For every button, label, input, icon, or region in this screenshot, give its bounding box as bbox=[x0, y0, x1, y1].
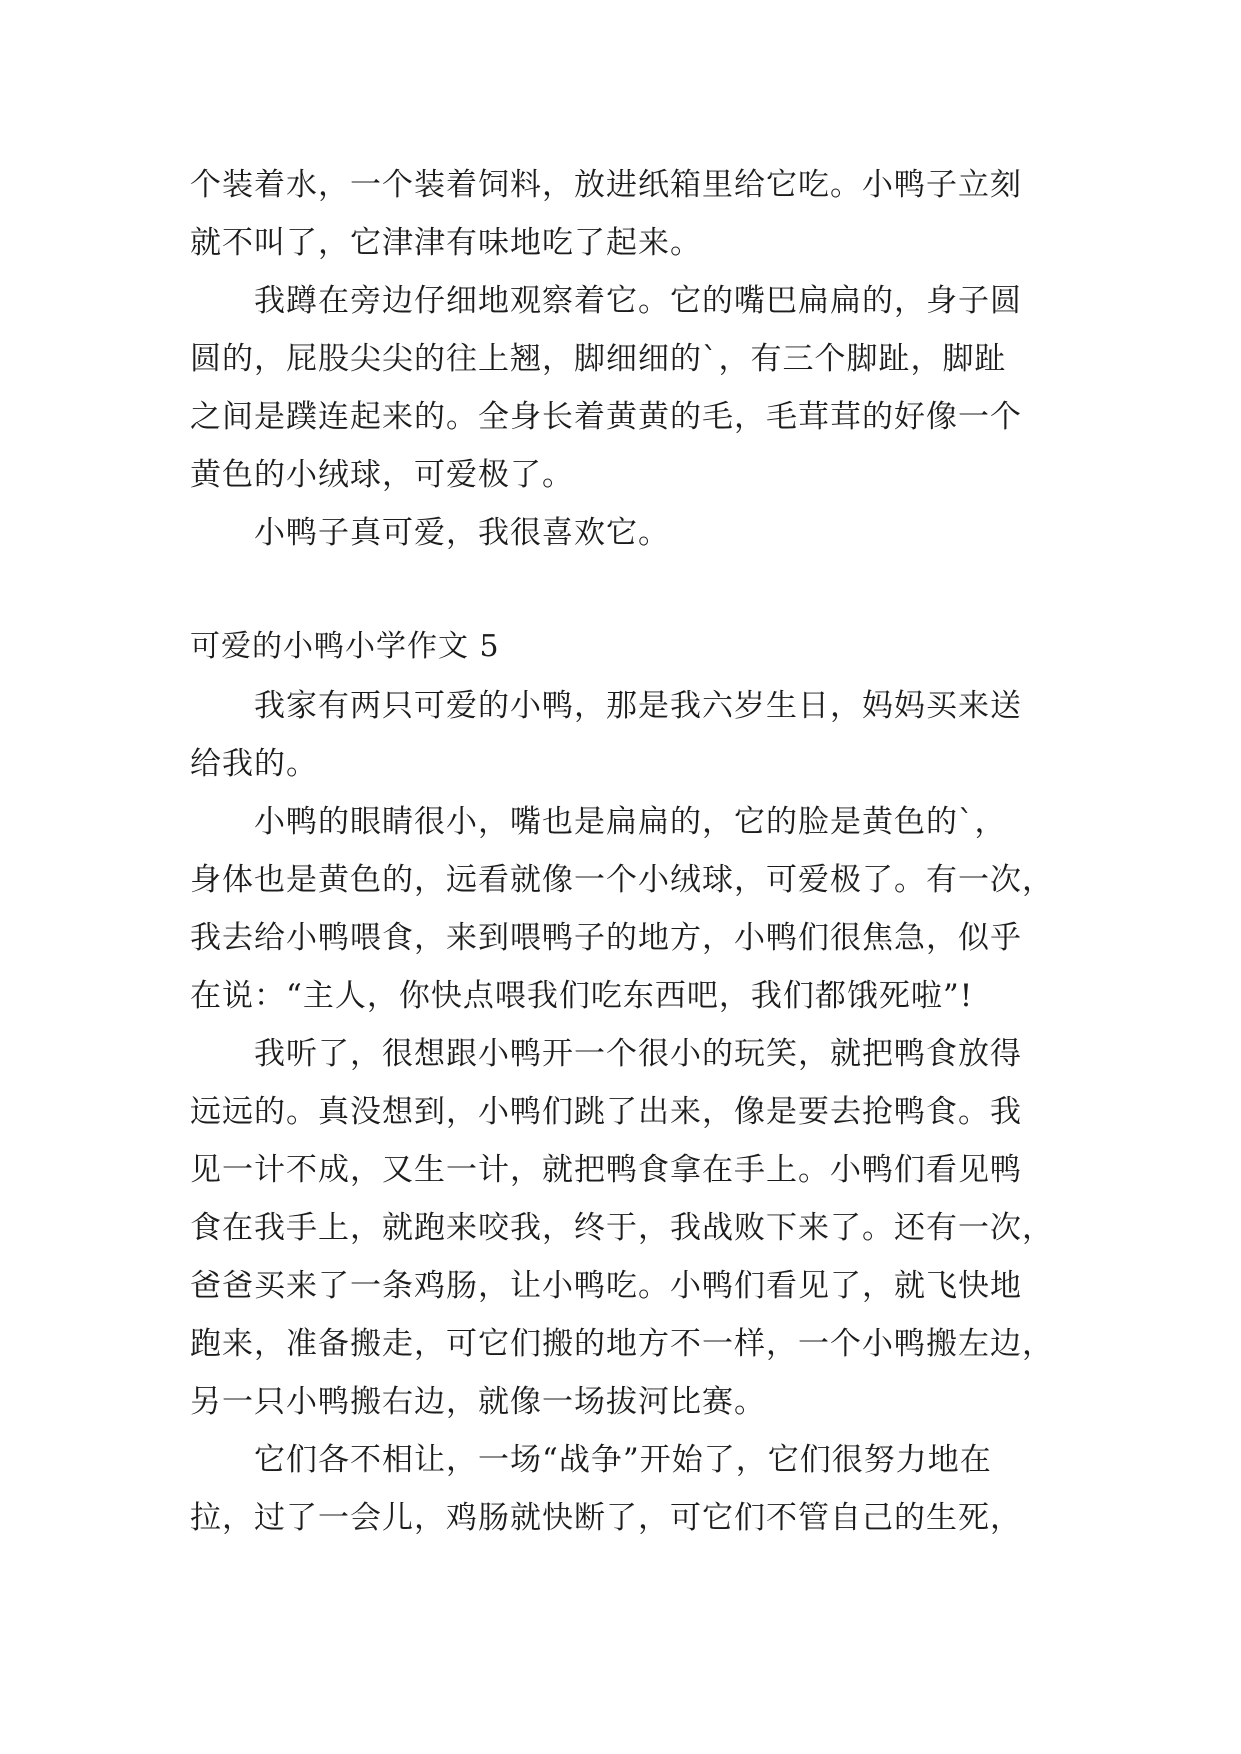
text-line: 见一计不成，又生一计，就把鸭食拿在手上。小鸭们看见鸭 bbox=[190, 1152, 1022, 1188]
text-line: 另一只小鸭搬右边，就像一场拔河比赛。 bbox=[190, 1384, 766, 1420]
text-line: 食在我手上，就跑来咬我，终于，我战败下来了。还有一次， bbox=[190, 1210, 1054, 1246]
paragraph-start-line: 它们各不相让，一场“战争”开始了，它们很努力地在 bbox=[254, 1442, 992, 1478]
text-line: 拉，过了一会儿，鸡肠就快断了，可它们不管自己的生死， bbox=[190, 1500, 1022, 1536]
paragraph-start-line: 小鸭子真可爱，我很喜欢它。 bbox=[254, 515, 670, 551]
paragraph-start-line: 我听了，很想跟小鸭开一个很小的玩笑，就把鸭食放得 bbox=[254, 1036, 1022, 1072]
text-line: 我去给小鸭喂食，来到喂鸭子的地方，小鸭们很焦急，似乎 bbox=[190, 920, 1022, 956]
text-line: 远远的。真没想到，小鸭们跳了出来，像是要去抢鸭食。我 bbox=[190, 1094, 1022, 1130]
paragraph-start-line: 小鸭的眼睛很小，嘴也是扁扁的，它的脸是黄色的`， bbox=[254, 804, 1007, 840]
section-heading: 可爱的小鸭小学作文 5 bbox=[190, 629, 500, 664]
text-line: 在说：“主人，你快点喂我们吃东西吧，我们都饿死啦”! bbox=[190, 978, 974, 1014]
text-line: 就不叫了，它津津有味地吃了起来。 bbox=[190, 225, 702, 261]
text-line: 爸爸买来了一条鸡肠，让小鸭吃。小鸭们看见了，就飞快地 bbox=[190, 1268, 1022, 1304]
text-line: 个装着水，一个装着饲料，放进纸箱里给它吃。小鸭子立刻 bbox=[190, 167, 1022, 203]
paragraph-start-line: 我家有两只可爱的小鸭，那是我六岁生日，妈妈买来送 bbox=[254, 688, 1022, 724]
paragraph-start-line: 我蹲在旁边仔细地观察着它。它的嘴巴扁扁的，身子圆 bbox=[254, 283, 1022, 319]
text-line: 给我的。 bbox=[190, 746, 318, 782]
text-line: 之间是蹼连起来的。全身长着黄黄的毛，毛茸茸的好像一个 bbox=[190, 399, 1022, 435]
text-line: 圆的，屁股尖尖的往上翘，脚细细的`，有三个脚趾，脚趾 bbox=[190, 341, 1007, 377]
text-line: 身体也是黄色的，远看就像一个小绒球，可爱极了。有一次， bbox=[190, 862, 1054, 898]
text-line: 跑来，准备搬走，可它们搬的地方不一样，一个小鸭搬左边， bbox=[190, 1326, 1054, 1362]
text-line: 黄色的小绒球，可爱极了。 bbox=[190, 457, 574, 493]
